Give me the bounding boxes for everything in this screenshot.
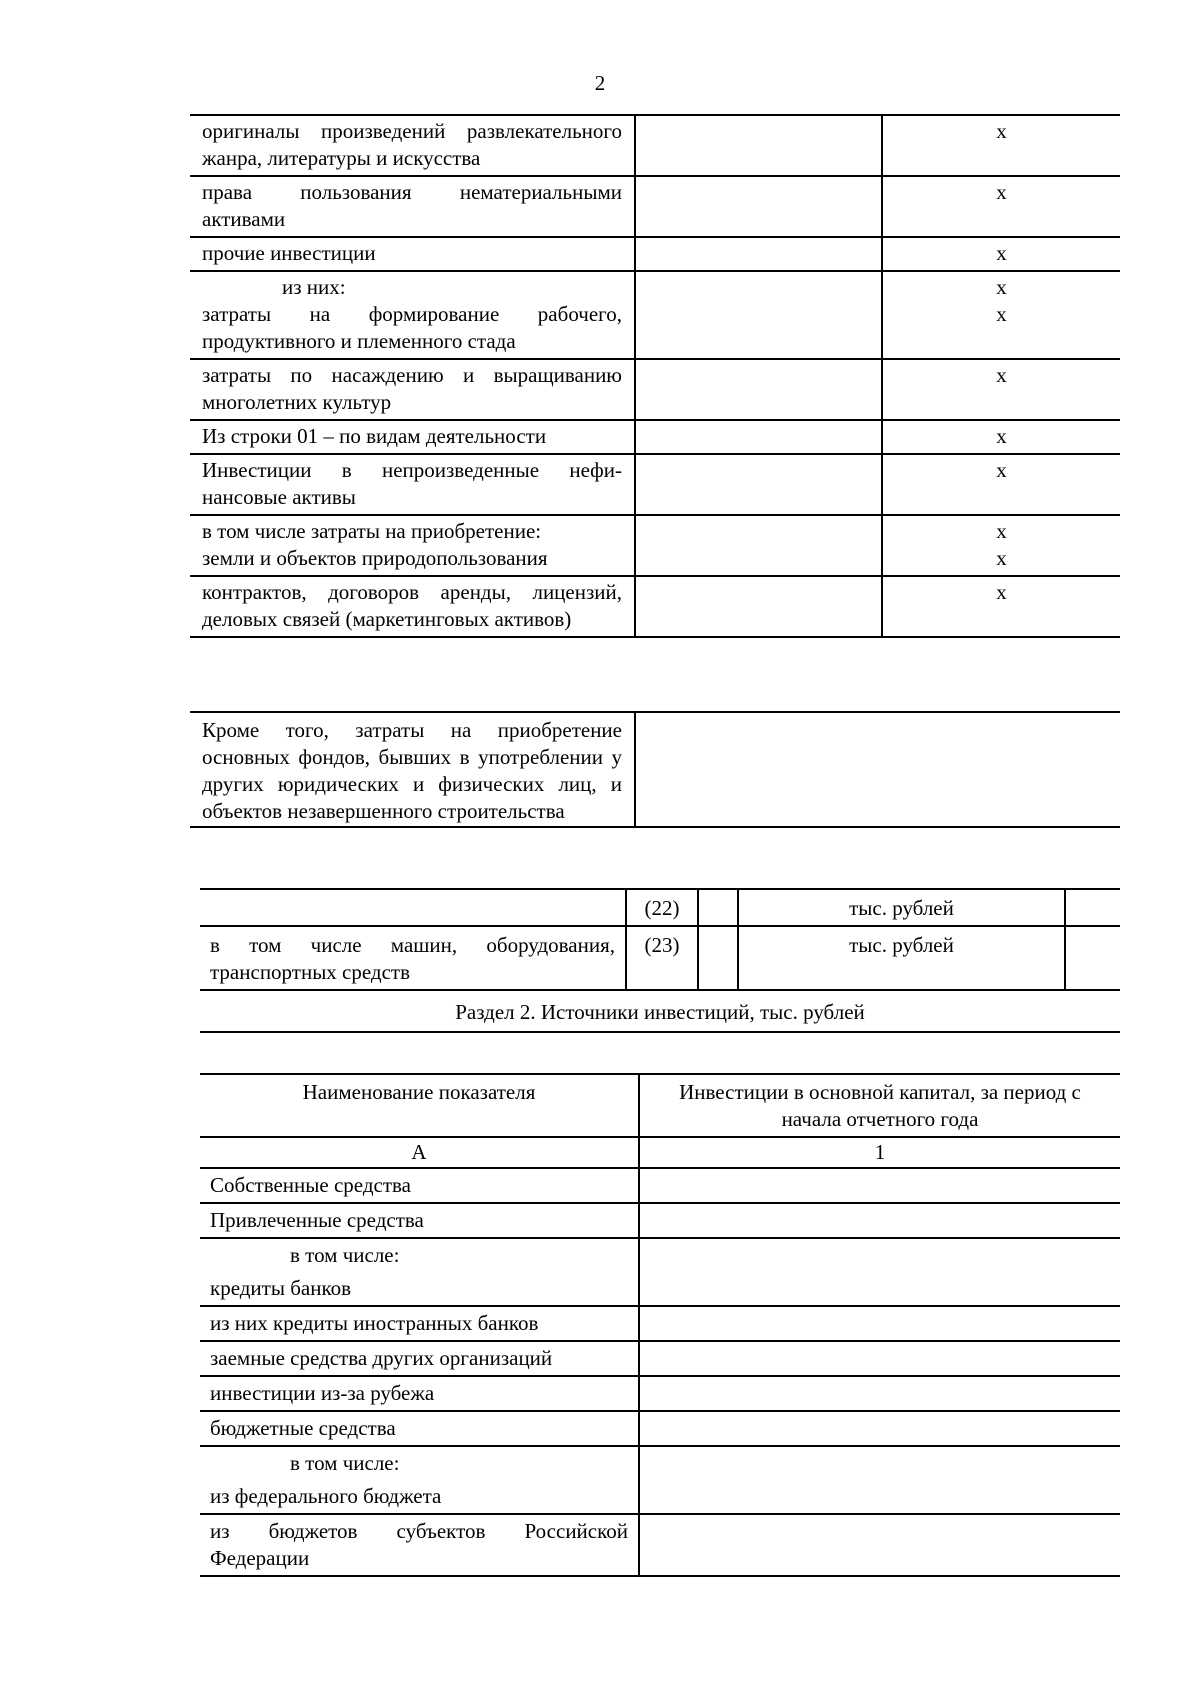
page-number: 2 [594, 71, 606, 95]
value-cell [635, 576, 882, 637]
table-row [190, 359, 1120, 420]
row-code: (23) [626, 926, 698, 990]
row-label-group [190, 515, 635, 576]
row-label: в том числе машин, оборудования, транспортных средств [200, 926, 626, 990]
row-sublabel: из них: [282, 275, 346, 299]
row-label: затраты на формирование рабочего, продуктивного и племенного стада [202, 302, 622, 353]
value-cell [698, 889, 738, 926]
table-row [190, 454, 1120, 515]
row-label: из бюджетов субъектов Российской Федерации [200, 1514, 639, 1576]
row-label: из федерального бюджета [210, 1484, 442, 1508]
table-row [190, 712, 1120, 827]
row-label-group [200, 1446, 639, 1514]
x-mark: х [882, 115, 1120, 176]
row-label: Кроме того, затраты на приобретение основных фондов, бывших в употреблении у других юридических и физических лиц, и объектов незавершенного строительства [202, 718, 622, 823]
codes-table [200, 888, 1120, 991]
value-cell [639, 1411, 1120, 1446]
value-cell [639, 1238, 1120, 1306]
row-label: из них кредиты иностранных банков [200, 1306, 639, 1341]
row-label: земли и объектов природопользования [202, 546, 548, 570]
row-label: права пользования нематериальными активами [190, 176, 635, 237]
table-row [190, 115, 1120, 176]
column-index: 1 [639, 1137, 1120, 1168]
x-mark: х [882, 454, 1120, 515]
row-sublabel: в том числе: [290, 1451, 400, 1475]
x-mark-group [882, 515, 1120, 576]
x-mark: х [996, 546, 1007, 570]
x-mark: х [882, 420, 1120, 454]
value-cell [635, 515, 882, 576]
row-label: затраты по насаждению и выращиванию многолетних культур [190, 359, 635, 420]
table-row [190, 176, 1120, 237]
x-mark: х [996, 519, 1007, 543]
x-mark: х [882, 359, 1120, 420]
used-assets-table [190, 711, 1120, 828]
row-label: оригиналы произведений развлекательного жанра, литературы и искусства [202, 119, 622, 170]
investment-sources-table [200, 1073, 1120, 1577]
value-cell [698, 926, 738, 990]
unit-label: тыс. рублей [738, 889, 1065, 926]
row-label: кредиты банков [210, 1276, 352, 1300]
x-mark: х [996, 302, 1007, 326]
value-cell [635, 420, 882, 454]
table-row [190, 576, 1120, 637]
row-label: контрактов, договоров аренды, лицензий, деловых связей (маркетинговых активов) [190, 576, 635, 637]
table-row [200, 1306, 1120, 1341]
value-cell [635, 237, 882, 271]
table-row [190, 237, 1120, 271]
row-label: Привлеченные средства [200, 1203, 639, 1238]
table-header-row [200, 1074, 1120, 1137]
value-cell [635, 176, 882, 237]
value-cell [639, 1446, 1120, 1514]
value-cell [635, 271, 882, 359]
value-cell [639, 1376, 1120, 1411]
row-label [200, 889, 626, 926]
table-row [190, 271, 1120, 359]
value-cell [635, 454, 882, 515]
table-row [190, 515, 1120, 576]
value-cell [639, 1341, 1120, 1376]
row-label: Из строки 01 – по видам деятельности [190, 420, 635, 454]
table-row [200, 1514, 1120, 1576]
value-cell [639, 1306, 1120, 1341]
section-title: Раздел 2. Источники инвестиций, тыс. рублей [200, 999, 1120, 1033]
row-label: в том числе затраты на приобретение: [202, 519, 542, 543]
row-label-group [200, 1238, 639, 1306]
x-mark-group [882, 271, 1120, 359]
value-cell [639, 1203, 1120, 1238]
table-row [200, 1411, 1120, 1446]
table-row [200, 926, 1120, 990]
column-header: Наименование показателя [302, 1080, 536, 1104]
x-mark: х [882, 576, 1120, 637]
investment-items-table [190, 114, 1120, 638]
x-mark: х [882, 237, 1120, 271]
table-row [200, 1203, 1120, 1238]
table-row [200, 1168, 1120, 1203]
table-row [200, 889, 1120, 926]
value-cell [635, 115, 882, 176]
row-sublabel: в том числе: [290, 1243, 400, 1267]
table-row [200, 1238, 1120, 1306]
row-label: Собственные средства [200, 1168, 639, 1203]
column-header: Инвестиции в основной капитал, за период с начала отчетного года [639, 1074, 1120, 1137]
x-mark: х [996, 275, 1007, 299]
row-label: заемные средства других организаций [200, 1341, 639, 1376]
row-label: прочие инвестиции [190, 237, 635, 271]
table-row [190, 420, 1120, 454]
x-mark: х [882, 176, 1120, 237]
column-index-row [200, 1137, 1120, 1168]
row-label: бюджетные средства [200, 1411, 639, 1446]
value-cell [639, 1168, 1120, 1203]
value-cell [639, 1514, 1120, 1576]
table-row [200, 1446, 1120, 1514]
row-code: (22) [626, 889, 698, 926]
column-index: А [200, 1137, 639, 1168]
value-cell [1065, 926, 1120, 990]
row-label-group [190, 271, 635, 359]
unit-label: тыс. рублей [738, 926, 1065, 990]
row-label: инвестиции из-за рубежа [200, 1376, 639, 1411]
table-row [200, 1376, 1120, 1411]
table-row [200, 1341, 1120, 1376]
value-cell [635, 359, 882, 420]
value-cell [635, 712, 1120, 827]
row-label: Инвестиции в непроизведенные нефинансовые активы [190, 454, 635, 515]
value-cell [1065, 889, 1120, 926]
